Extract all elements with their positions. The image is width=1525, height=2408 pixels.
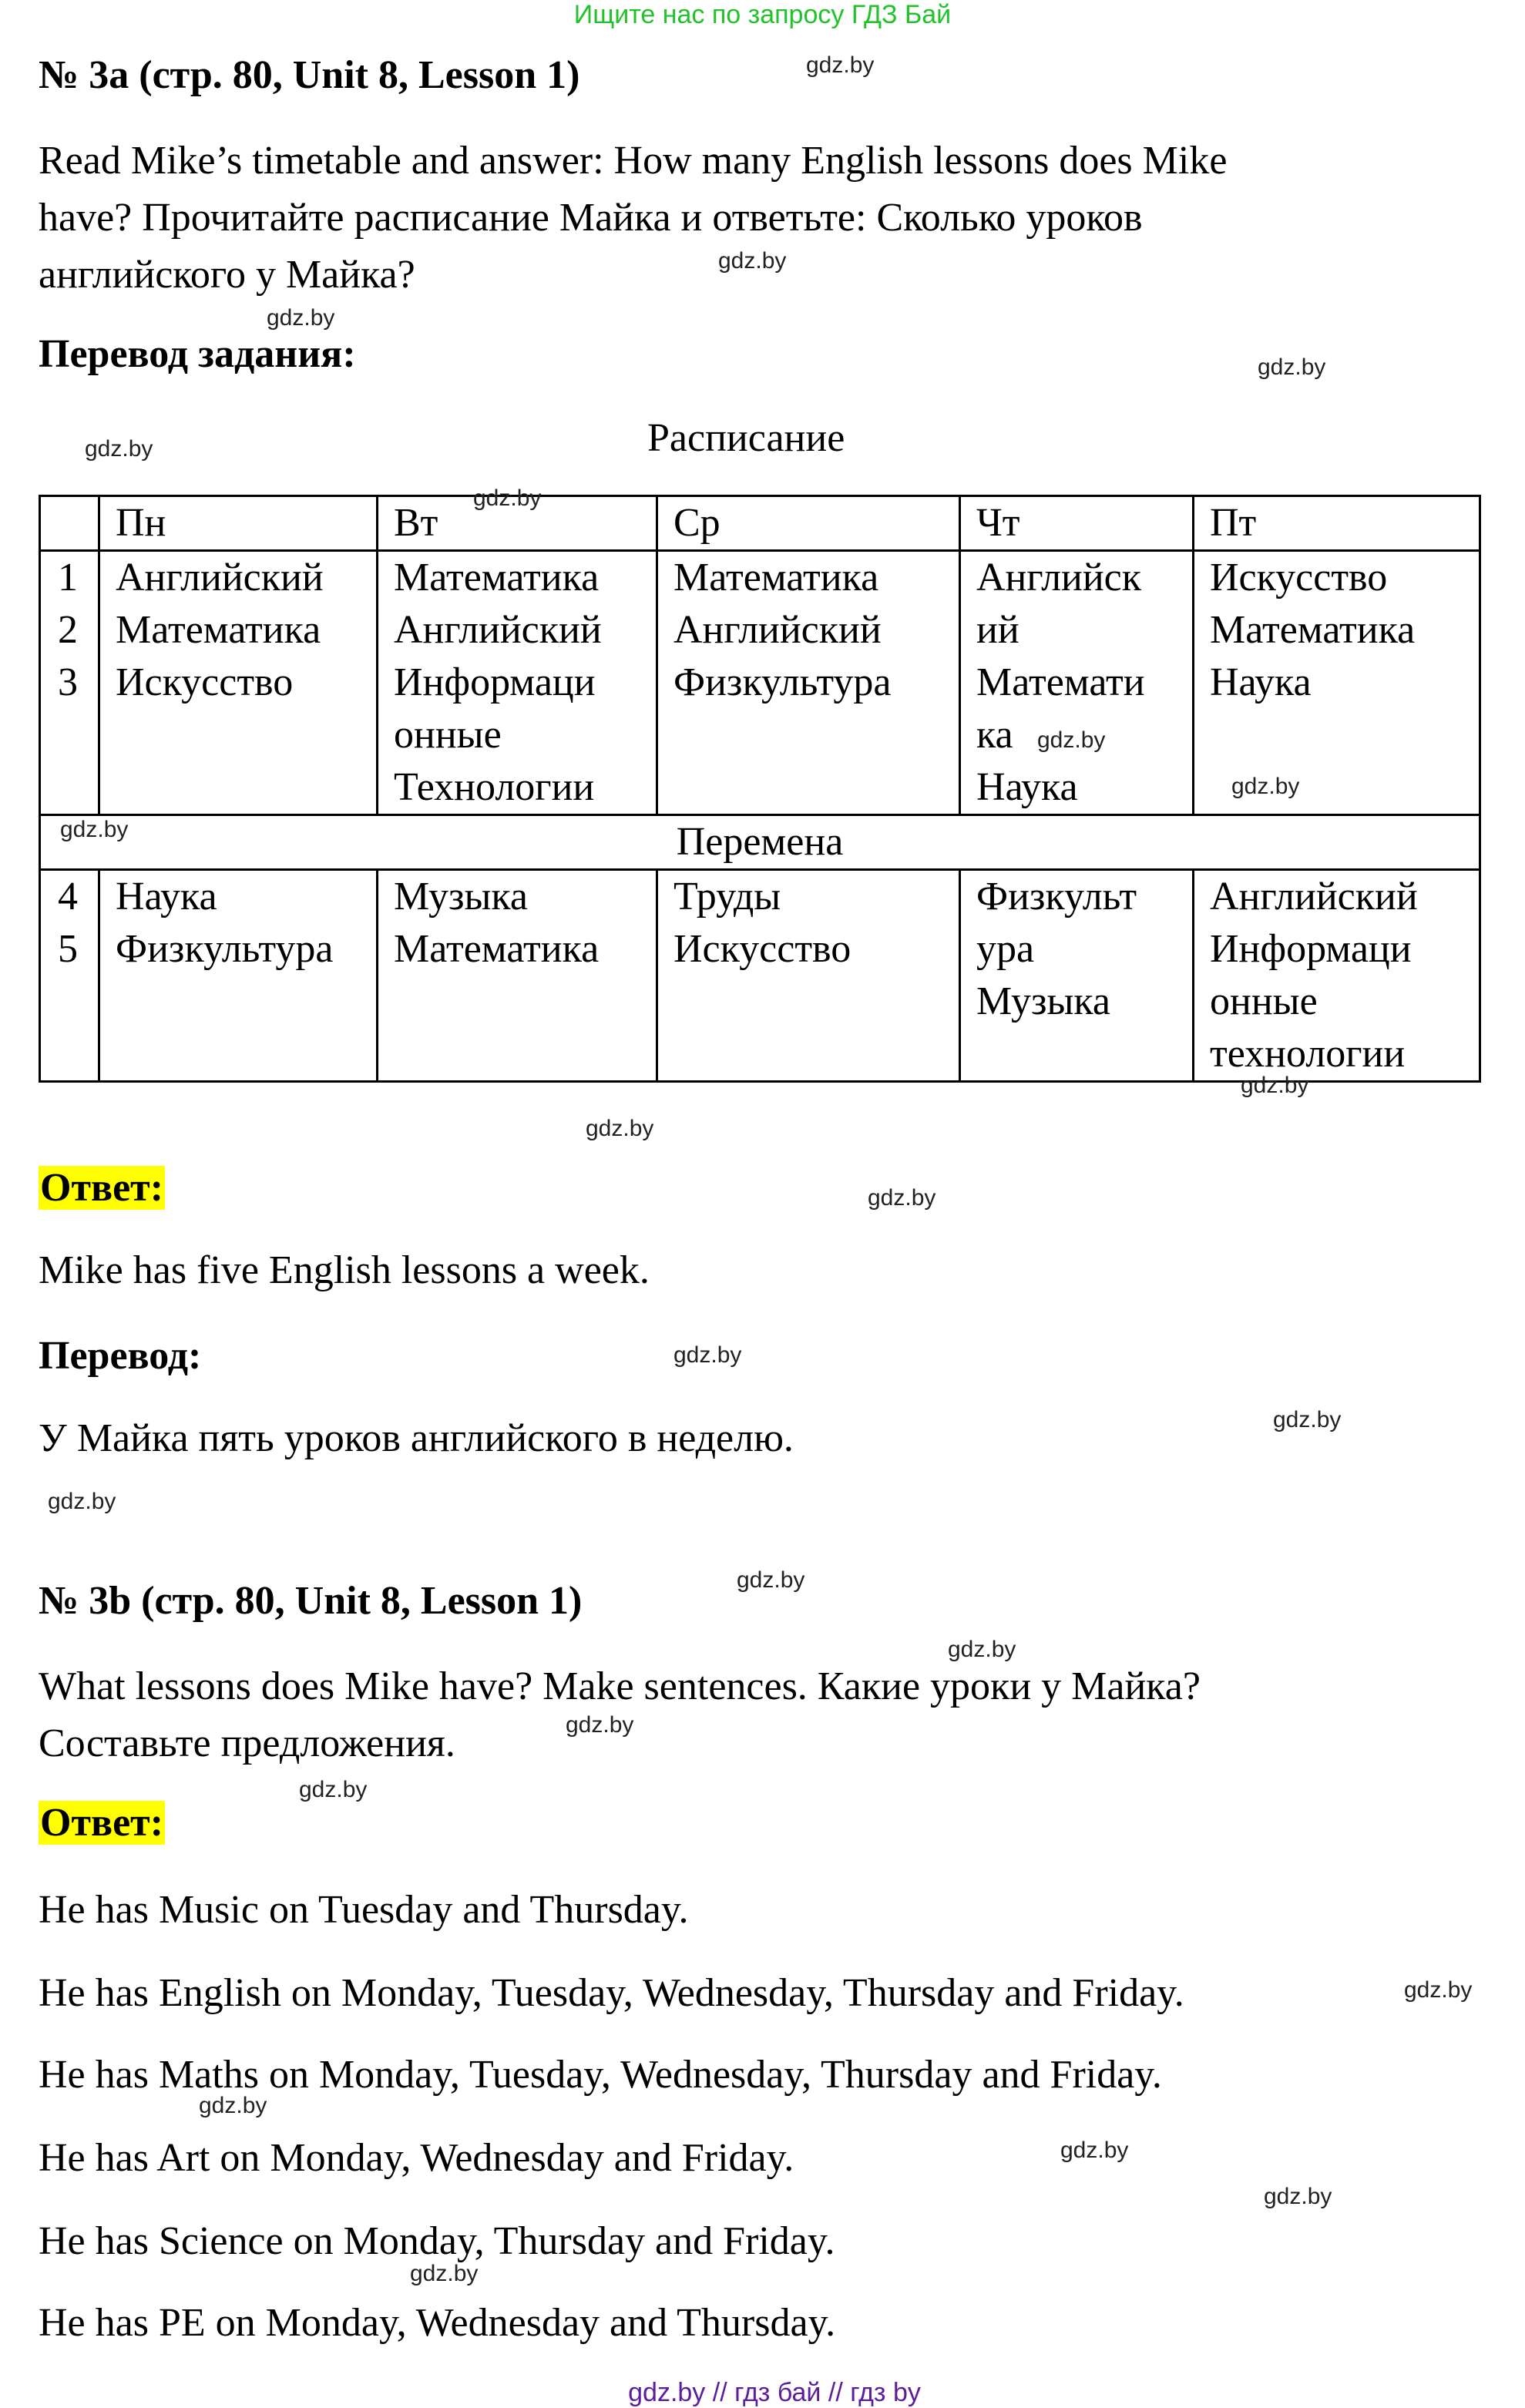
table-title: Расписание xyxy=(647,416,845,460)
sentence: He has English on Monday, Tuesday, Wednesday, Thursday and Friday. xyxy=(39,1971,1184,2015)
task-3a-line-1: Read Mike’s timetable and answer: How many English lessons does Mike xyxy=(39,139,1228,183)
wednesday-cell: Труды Искусство xyxy=(657,870,960,1082)
lesson-numbers: 1 2 3 xyxy=(40,551,99,815)
answer-3b-label: Ответ: xyxy=(40,1801,164,1845)
footer-links[interactable]: gdz.by // гдз бай // гдз by xyxy=(628,2378,921,2407)
watermark: gdz.by xyxy=(1231,774,1300,799)
wednesday-cell: Математика Английский Физкультура xyxy=(657,551,960,815)
watermark: gdz.by xyxy=(410,2261,479,2286)
watermark: gdz.by xyxy=(1273,1407,1342,1432)
exercise-3a-title: № 3a (стр. 80, Unit 8, Lesson 1) xyxy=(39,53,580,97)
break-label: Перемена xyxy=(40,815,1480,870)
watermark: gdz.by xyxy=(948,1637,1016,1662)
watermark: gdz.by xyxy=(60,817,129,842)
translation-task-heading: Перевод задания: xyxy=(39,332,356,376)
watermark: gdz.by xyxy=(586,1116,654,1141)
header-cell: Вт xyxy=(378,496,657,551)
watermark: gdz.by xyxy=(1241,1073,1309,1098)
table-row xyxy=(40,870,1480,1082)
tuesday-cell: Математика Английский Информаци онные Технологии xyxy=(378,551,657,815)
watermark: gdz.by xyxy=(1258,354,1326,380)
answer-3a-text: Mike has five English lessons a week. xyxy=(39,1248,650,1292)
tuesday-cell: Музыка Математика xyxy=(378,870,657,1082)
thursday-cell: Физкульт ура Музыка xyxy=(960,870,1194,1082)
task-3b-line-1: What lessons does Mike have? Make sentences. Какие уроки у Майка? xyxy=(39,1664,1201,1708)
header-cell: Пн xyxy=(99,496,378,551)
watermark: gdz.by xyxy=(1037,727,1106,753)
watermark: gdz.by xyxy=(199,2093,267,2118)
watermark: gdz.by xyxy=(1404,1977,1473,2003)
header-cell: Ср xyxy=(657,496,960,551)
watermark: gdz.by xyxy=(806,52,875,78)
lesson-numbers: 4 5 xyxy=(40,870,99,1082)
header-cell: Пт xyxy=(1194,496,1480,551)
watermark: gdz.by xyxy=(85,436,153,462)
friday-cell: Английский Информаци онные технологии xyxy=(1194,870,1480,1082)
watermark: gdz.by xyxy=(868,1185,936,1211)
monday-cell: Английский Математика Искусство xyxy=(99,551,378,815)
watermark: gdz.by xyxy=(1060,2138,1129,2163)
task-3b-line-2: Составьте предложения. xyxy=(39,1721,455,1765)
sentence: He has Science on Monday, Thursday and Friday. xyxy=(39,2219,835,2263)
table-header-row xyxy=(40,496,1480,551)
sentence: He has Music on Tuesday and Thursday. xyxy=(39,1888,689,1932)
watermark: gdz.by xyxy=(673,1342,742,1368)
break-row xyxy=(40,815,1480,870)
sentence: He has PE on Monday, Wednesday and Thursday. xyxy=(39,2301,836,2345)
sentence: He has Maths on Monday, Tuesday, Wednesday, Thursday and Friday. xyxy=(39,2053,1162,2097)
exercise-3b-title: № 3b (стр. 80, Unit 8, Lesson 1) xyxy=(39,1579,583,1623)
monday-cell: Наука Физкультура xyxy=(99,870,378,1082)
header-cell xyxy=(40,496,99,551)
watermark: gdz.by xyxy=(473,485,542,511)
watermark: gdz.by xyxy=(566,1712,634,1738)
watermark: gdz.by xyxy=(48,1489,116,1514)
translation-label: Перевод: xyxy=(39,1334,202,1378)
watermark: gdz.by xyxy=(1264,2184,1332,2209)
watermark: gdz.by xyxy=(737,1567,805,1593)
friday-cell: Искусство Математика Наука xyxy=(1194,551,1480,815)
top-banner: Ищите нас по запросу ГДЗ Бай xyxy=(573,0,952,29)
task-3a-line-2: have? Прочитайте расписание Майка и ответьте: Сколько уроков xyxy=(39,196,1143,240)
answer-3a-label: Ответ: xyxy=(40,1166,164,1210)
translation-text: У Майка пять уроков английского в неделю. xyxy=(39,1416,794,1460)
sentence: He has Art on Monday, Wednesday and Friday. xyxy=(39,2136,794,2180)
thursday-cell: Английск ий Математи ка Наука xyxy=(960,551,1194,815)
watermark: gdz.by xyxy=(299,1777,368,1802)
watermark: gdz.by xyxy=(267,305,335,331)
header-cell: Чт xyxy=(960,496,1194,551)
watermark: gdz.by xyxy=(718,248,787,274)
task-3a-line-3: английского у Майка? xyxy=(39,253,415,297)
